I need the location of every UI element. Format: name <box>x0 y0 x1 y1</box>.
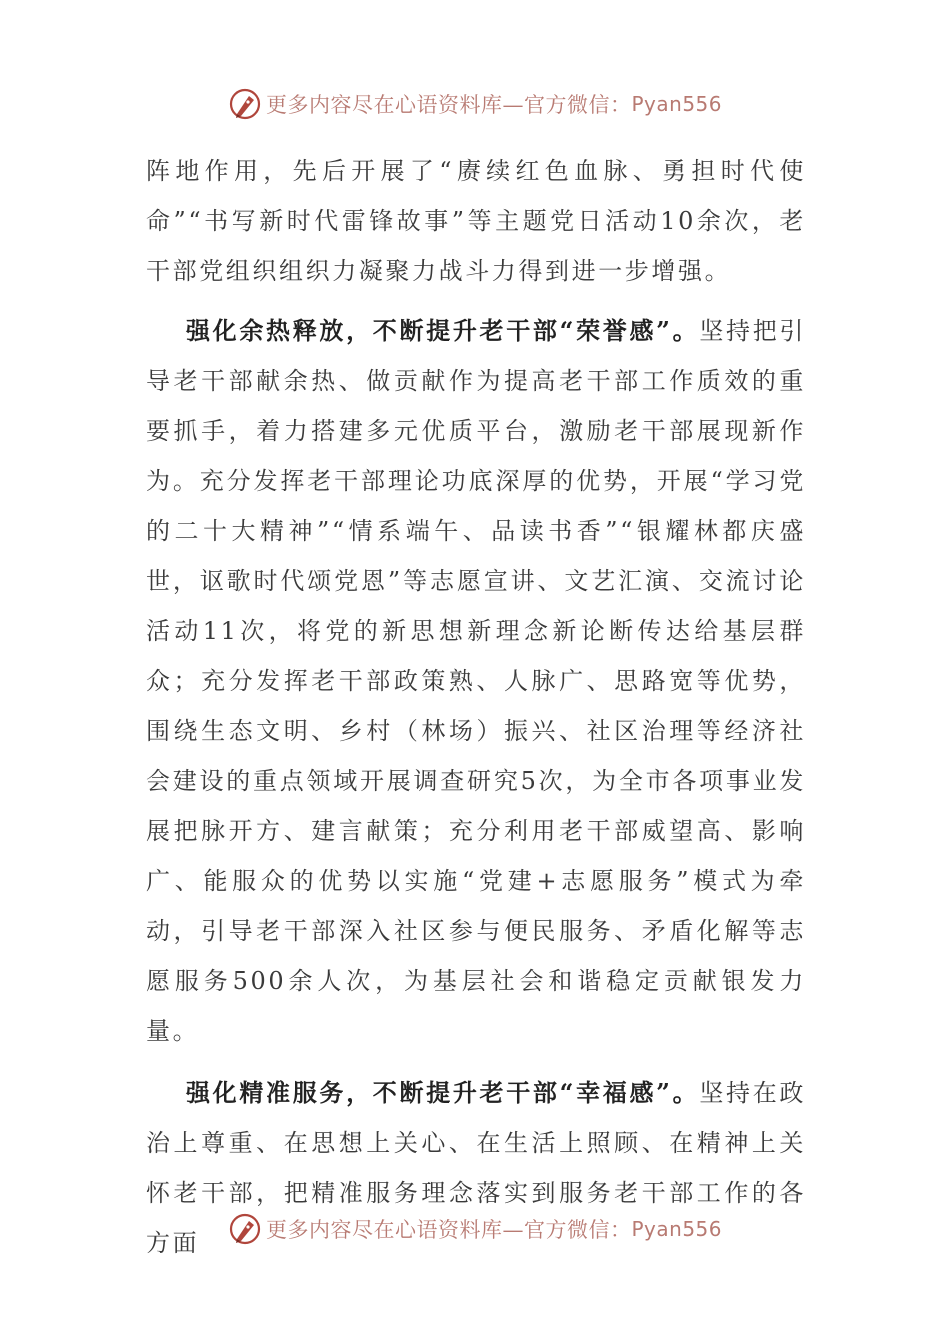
banner-text: 更多内容尽在心语资料库—官方微信： <box>265 93 632 117</box>
header-banner <box>0 84 950 124</box>
paragraph-body: 坚持在政治上尊重、在思想上关心、在生活上照顾、在精神上关怀老干部，把精准服务理念落实到服务老干部工作的各方面 <box>146 1079 807 1257</box>
pen-nib-icon <box>228 87 262 121</box>
pen-nib-icon <box>228 1212 262 1246</box>
paragraph-1 <box>146 146 806 296</box>
banner-handle: Pyan556 <box>631 1217 722 1241</box>
document-body <box>146 146 806 1268</box>
banner-text: 更多内容尽在心语资料库—官方微信： <box>265 1218 632 1242</box>
section-heading-honor: 强化余热释放，不断提升老干部“荣誉感”。 <box>186 316 700 345</box>
banner-handle: Pyan556 <box>631 92 722 116</box>
paragraph-body: 坚持把引导老干部献余热、做贡献作为提高老干部工作质效的重要抓手，着力搭建多元优质平台，激励老干部展现新作为。充分发挥老干部理论功底深厚的优势，开展“学习党的二十大精神”“情系端午、品读书香”“银耀林都庆盛世，讴歌时代颂党恩”等志愿宣讲、文艺汇演、交流讨论活动11次，将党的新思想新理念新论断传达给基层群众；充分发挥老干部政策熟、人脉广、思路宽等优势，围绕生态文明、乡村（林场）振兴、社区治理等经济社会建设的重点领域开展调查研究5次，为全市各项事业发展把脉开方、建言献策；充分利用老干部威望高、影响广、能服众的优势以实施“党建+志愿服务”模式为牵动，引导老干部深入社区参与便民服务、矛盾化解等志愿服务500余人次，为基层社会和谐稳定贡献银发力量。 <box>146 317 807 1045</box>
section-heading-happiness: 强化精准服务，不断提升老干部“幸福感”。 <box>186 1078 700 1107</box>
footer-banner <box>0 1209 950 1249</box>
paragraph-body: 阵地作用，先后开展了“赓续红色血脉、勇担时代使命”“书写新时代雷锋故事”等主题党日活动10余次，老干部党组织组织力凝聚力战斗力得到进一步增强。 <box>146 157 806 285</box>
paragraph-2 <box>146 306 806 1056</box>
